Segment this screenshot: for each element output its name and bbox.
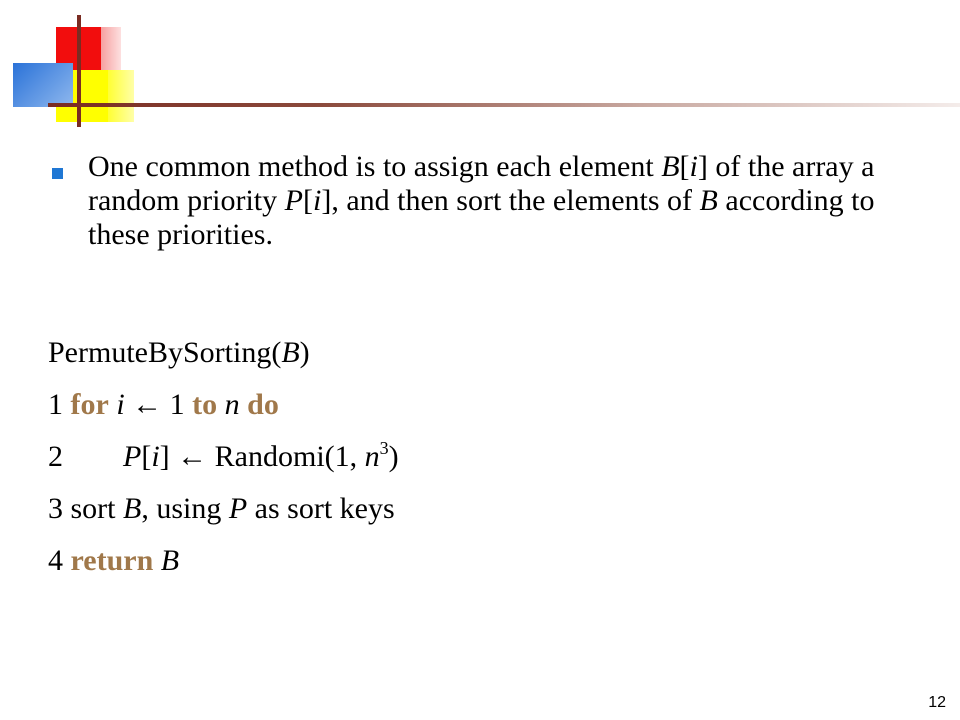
- bracket: [: [679, 150, 690, 183]
- bullet-square-icon: [52, 168, 63, 179]
- var-p: P: [123, 440, 142, 473]
- code-text: , using: [141, 492, 229, 525]
- code-line-4: [48, 535, 399, 587]
- line-number: 2: [48, 440, 123, 473]
- code-text: as sort keys: [247, 492, 395, 525]
- bullet-item: [52, 150, 912, 252]
- var-p: P: [228, 492, 248, 525]
- code-line-1: [48, 379, 399, 431]
- bracket: ]: [697, 150, 708, 183]
- keyword-to: to: [192, 388, 218, 421]
- var-n: n: [224, 388, 240, 421]
- var-b: B: [123, 492, 142, 525]
- pseudocode-block: [48, 327, 399, 587]
- var-i: i: [116, 388, 125, 421]
- var-b: B: [699, 184, 718, 217]
- function-arg: B: [281, 336, 300, 369]
- var-b: B: [160, 544, 180, 577]
- logo-red-fade: [101, 27, 121, 75]
- keyword-for: for: [70, 388, 109, 421]
- logo-yellow-fade: [108, 70, 134, 122]
- var-p: P: [284, 184, 303, 217]
- keyword-return: return: [70, 544, 154, 577]
- assign-arrow: ← 1: [124, 388, 193, 421]
- page-number: 12: [928, 694, 946, 711]
- code-line-2: [48, 431, 399, 483]
- bullet-text: [88, 150, 912, 252]
- line-number: 4: [48, 544, 71, 577]
- keyword-do: do: [247, 388, 279, 421]
- line-number: 1: [48, 388, 71, 421]
- bullet-text-part: One common method is to assign each element: [88, 150, 662, 183]
- code-title: [48, 327, 399, 379]
- bullet-text-part: according to these priorities.: [88, 184, 875, 251]
- paren: ): [388, 440, 399, 473]
- header-rule: [48, 103, 960, 107]
- random-call: ← Randomi(1,: [169, 440, 365, 473]
- bullet-text-part: , and then sort the elements of: [331, 184, 700, 217]
- bracket: ]: [321, 184, 332, 217]
- var-n: n: [364, 440, 380, 473]
- function-name: PermuteBySorting(: [48, 336, 282, 369]
- slide-logo: [0, 0, 140, 140]
- bullet-text-part: of the array a random priority: [88, 150, 875, 217]
- paren: ): [299, 336, 310, 369]
- var-b: B: [661, 150, 680, 183]
- logo-vertical-line: [77, 15, 81, 127]
- code-text: 3 sort: [48, 492, 123, 525]
- logo-blue-square: [13, 63, 73, 107]
- bracket: [: [141, 440, 152, 473]
- var-i: i: [151, 440, 160, 473]
- var-i: i: [312, 184, 322, 217]
- exponent: 3: [379, 438, 389, 458]
- code-line-3: [48, 483, 399, 535]
- bracket: ]: [159, 440, 170, 473]
- var-i: i: [689, 150, 698, 183]
- bracket: [: [302, 184, 313, 217]
